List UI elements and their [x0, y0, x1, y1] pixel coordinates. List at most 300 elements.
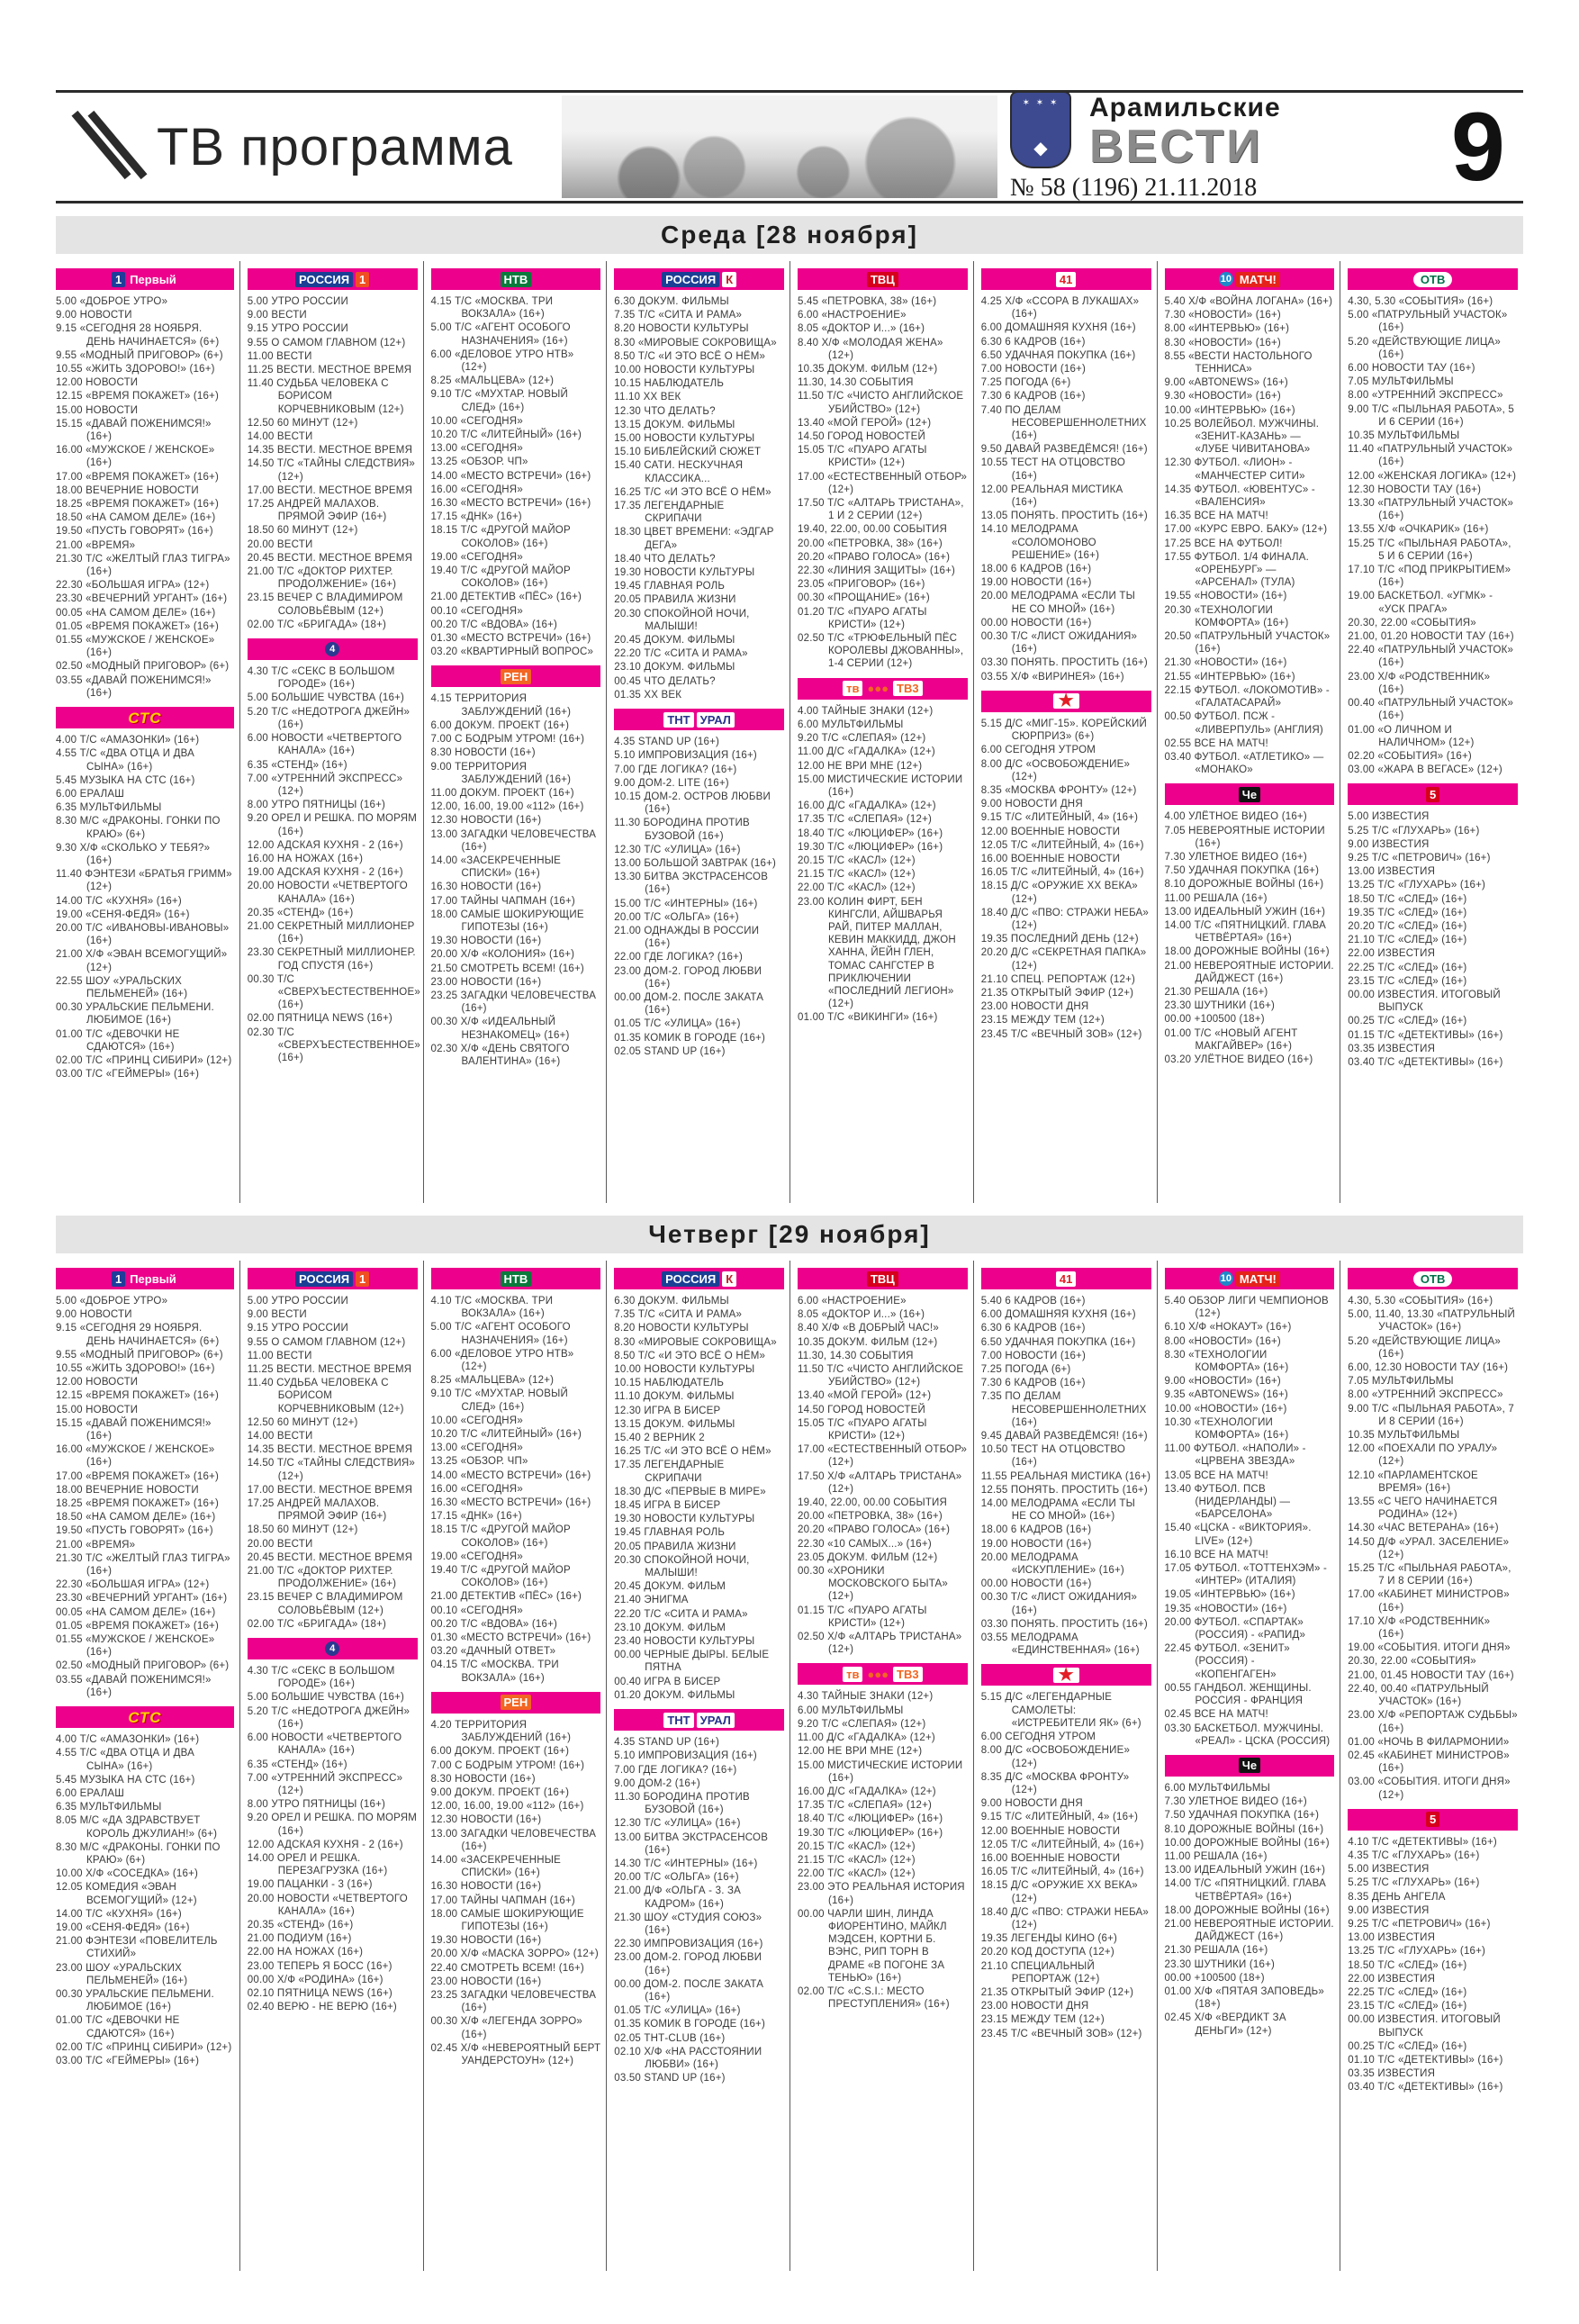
- program-line: 15.40 САТИ. НЕСКУЧНАЯ КЛАССИКА...: [614, 460, 744, 484]
- channel-header: [56, 268, 234, 290]
- program-line: 8.35 «МОСКВА ФРОНТУ» (12+): [980, 784, 1137, 796]
- program-line: 02.05 STAND UP (16+): [614, 1045, 726, 1057]
- тнт-урал-logo-icon: УРАЛ: [697, 712, 735, 728]
- program-line: 22.00 ИЗВЕСТИЯ: [1348, 1973, 1436, 1985]
- program-line: 12.00 НОВОСТИ: [56, 377, 139, 389]
- program-line: 12.30 ЧТО ДЕЛАТЬ?: [614, 405, 716, 417]
- program-line: 22.30 ИМПРОВИЗАЦИЯ (16+): [614, 1939, 763, 1950]
- program-line: 19.30 НОВОСТИ (16+): [430, 1935, 542, 1947]
- program-line: 17.15 «ДНК» (16+): [430, 1511, 522, 1523]
- program-line: 5.00 БОЛЬШИЕ ЧУВСТВА (16+): [247, 692, 405, 704]
- program-line: 14.50 Т/С «ТАЙНЫ СЛЕДСТВИЯ» (12+): [247, 458, 416, 483]
- program-line: 13.25 Т/С «ГЛУХАРЬ» (16+): [1348, 1946, 1486, 1958]
- program-line: 19.40 Т/С «ДРУГОЙ МАЙОР СОКОЛОВ» (16+): [430, 565, 571, 590]
- program-line: 10.30 «ТЕХНОЛОГИИ КОМФОРТА» (16+): [1164, 1416, 1289, 1442]
- program-line: 12.30 НОВОСТИ ТАУ (16+): [1348, 484, 1482, 495]
- program-line: 5.20 «ДЕЙСТВУЮЩИЕ ЛИЦА» (16+): [1348, 1335, 1502, 1360]
- program-line: 4.10 Т/С «МОСКВА. ТРИ ВОКЗАЛА» (16+): [430, 1296, 554, 1320]
- program-line: 18.45 ИГРА В БИСЕР: [614, 1500, 721, 1512]
- отв-logo-icon: ОТВ: [1413, 1271, 1452, 1287]
- program-line: 5.45 МУЗЫКА НА СТС (16+): [56, 774, 195, 786]
- program-line: 4.55 Т/С «ДВА ОТЦА И ДВА СЫНА» (16+): [56, 748, 194, 773]
- program-line: 5.40 ОБЗОР ЛИГИ ЧЕМПИОНОВ (12+): [1164, 1296, 1329, 1320]
- program-line: 19.35 ЛЕГЕНДЫ КИНО (6+): [980, 1933, 1118, 1945]
- program-line: 5.00 Т/С «АГЕНТ ОСОБОГО НАЗНАЧЕНИЯ» (16+): [430, 322, 571, 347]
- program-line: 15.40 «ЦСКА - «ВИКТОРИЯ». LIVE» (12+): [1164, 1523, 1312, 1547]
- program-line: 21.30 РЕШАЛА (16+): [1164, 986, 1268, 998]
- program-line: 19.35 Т/С «СЛЕД» (16+): [1348, 907, 1467, 918]
- program-line: 11.25 ВЕСТИ. МЕСТНОЕ ВРЕМЯ: [247, 1364, 412, 1376]
- masthead-photo: [562, 95, 997, 198]
- program-line: 23.15 ВЕЧЕР С ВЛАДИМИРОМ СОЛОВЬЁВЫМ (12+): [247, 592, 403, 617]
- program-line: 7.00 НОВОСТИ (16+): [980, 364, 1086, 375]
- program-line: 19.30 Т/С «ЛЮЦИФЕР» (16+): [798, 1827, 943, 1839]
- program-line: 23.00 Х/Ф «РЕПОРТАЖ СУДЬБЫ» (16+): [1348, 1710, 1518, 1734]
- program-line: 8.30 М/С «ДРАКОНЫ. ГОНКИ ПО КРАЮ» (6+): [56, 1841, 221, 1866]
- program-line: 20.00 НОВОСТИ «ЧЕТВЕРТОГО КАНАЛА» (16+): [247, 881, 408, 905]
- program-line: 16.30 НОВОСТИ (16+): [430, 1881, 542, 1893]
- program-line: 22.00 Т/С «КАСЛ» (12+): [798, 1868, 916, 1880]
- матч--logo-icon: 10: [1219, 272, 1233, 286]
- program-line: 23.30 ШУТНИКИ (16+): [1164, 1000, 1276, 1012]
- program-line: 5.40 6 КАДРОВ (16+): [980, 1296, 1086, 1307]
- program-line: 14.35 ВЕСТИ. МЕСТНОЕ ВРЕМЯ: [247, 1444, 413, 1456]
- program-line: 03.00 «ЖАРА В ВЕГАСЕ» (12+): [1348, 764, 1502, 776]
- program-line: 17.00 ТАЙНЫ ЧАПМАН (16+): [430, 895, 575, 907]
- day-title: Среда [28 ноября]: [56, 216, 1523, 254]
- program-line: 19.05 «ИНТЕРВЬЮ» (16+): [1164, 1589, 1295, 1601]
- program-line: 15.00 Т/С «ИНТЕРНЫ» (16+): [614, 898, 758, 909]
- program-line: 23.00 НОВОСТИ (16+): [430, 976, 542, 988]
- program-line: 8.00 «УТРЕННИЙ ЭКСПРЕСС»: [1348, 390, 1503, 402]
- program-line: 10.55 «ЖИТЬ ЗДОРОВО!» (16+): [56, 1363, 215, 1375]
- program-line: 7.05 МУЛЬТФИЛЬМЫ: [1348, 1376, 1454, 1388]
- program-line: 16.00 НА НОЖАХ (16+): [247, 853, 364, 864]
- program-line: 9.00 НОВОСТИ: [56, 1309, 132, 1321]
- program-line: 03.55 МЕЛОДРАМА «ЕДИНСТВЕННАЯ» (16+): [980, 1632, 1140, 1657]
- program-line: 00.10 «СЕГОДНЯ»: [430, 1605, 523, 1616]
- program-line: 4.55 Т/С «ДВА ОТЦА И ДВА СЫНА» (16+): [56, 1748, 194, 1772]
- program-line: 00.30 Т/С «СВЕРХЪЕСТЕСТВЕННОЕ» (16+): [247, 973, 420, 1011]
- program-line: 10.15 ДОМ-2. ОСТРОВ ЛЮБВИ (16+): [614, 791, 771, 816]
- program-line: 19.50 «ПУСТЬ ГОВОРЯТ» (16+): [56, 526, 213, 538]
- channel-header: [56, 1706, 234, 1728]
- program-line: 20.00 «ПЕТРОВКА, 38» (16+): [798, 538, 943, 549]
- program-line: 01.05 «ВРЕМЯ ПОКАЖЕТ» (16+): [56, 1620, 220, 1632]
- program-line: 03.40 Т/С «ДЕТЕКТИВЫ» (16+): [1348, 1056, 1503, 1068]
- program-line: 11.00 Д/С «ГАДАЛКА» (12+): [798, 746, 935, 758]
- program-line: 14.00 «МЕСТО ВСТРЕЧИ» (16+): [430, 470, 591, 482]
- program-line: 00.05 «НА САМОМ ДЕЛЕ» (16+): [56, 607, 216, 619]
- 5-канал-logo-icon: 5: [1426, 787, 1439, 802]
- pencil-icon: [81, 109, 139, 185]
- program-line: 18.00 6 КАДРОВ (16+): [980, 1524, 1092, 1536]
- твц-logo-icon: ТВЦ: [867, 1271, 898, 1287]
- program-line: 9.15 «СЕГОДНЯ 29 НОЯБРЯ. ДЕНЬ НАЧИНАЕТСЯ» (6+): [56, 1323, 220, 1347]
- program-line: 16.30 «МЕСТО ВСТРЕЧИ» (16+): [430, 1497, 591, 1509]
- program-line: 00.00 ЧАРЛИ ШИН, ЛИНДА ФИОРЕНТИНО, МАЙКЛ МЭДСЕН, КОРТНИ Б. ВЭНС, РИП ТОРН В ДРАМЕ «В ПОГОНЕ ЗА ТЕНЬЮ» (16+): [798, 1908, 947, 1984]
- program-line: 7.00 С БОДРЫМ УТРОМ! (16+): [430, 734, 585, 746]
- program-line: 9.15 Т/С «ЛИТЕЙНЫЙ, 4» (16+): [980, 1812, 1139, 1823]
- тв3-logo-icon: ТВ3: [893, 1667, 923, 1682]
- program-line: 20.00 ВЕСТИ: [247, 1538, 313, 1550]
- channel-column: [973, 1261, 1157, 2271]
- program-line: 23.00 ТЕПЕРЬ Я БОСС (16+): [247, 1960, 392, 1972]
- program-line: 5.45 МУЗЫКА НА СТС (16+): [56, 1774, 195, 1786]
- program-line: 23.45 Т/С «ВЕЧНЫЙ ЗОВ» (12+): [980, 1028, 1142, 1040]
- program-line: 03.35 ИЗВЕСТИЯ: [1348, 2068, 1436, 2080]
- program-line: 21.40 ЭНИГМА: [614, 1595, 689, 1606]
- program-line: 9.15 «СЕГОДНЯ 28 НОЯБРЯ. ДЕНЬ НАЧИНАЕТСЯ» (6+): [56, 323, 220, 348]
- program-line: 02.45 Х/Ф «НЕВЕРОЯТНЫЙ БЕРТ УАНДЕРСТОУН» (12+): [430, 2042, 601, 2066]
- day-section: [0, 216, 1579, 1203]
- channel-column: [423, 1261, 607, 2271]
- program-line: 01.00 «НОЧЬ В ФИЛАРМОНИИ»: [1348, 1736, 1510, 1748]
- channel-header: [1165, 1755, 1335, 1777]
- program-line: 5.25 Т/С «ГЛУХАРЬ» (16+): [1348, 1877, 1480, 1889]
- program-line: 9.55 «МОДНЫЙ ПРИГОВОР» (6+): [56, 349, 223, 361]
- program-line: 12.00 АДСКАЯ КУХНЯ - 2 (16+): [247, 1839, 403, 1850]
- program-line: 23.25 ЗАГАДКИ ЧЕЛОВЕЧЕСТВА (16+): [430, 990, 597, 1015]
- program-line: 21.00 ДЕТЕКТИВ «ПЁС» (16+): [430, 592, 582, 603]
- program-line: 03.55 «ДАВАЙ ПОЖЕНИМСЯ!» (16+): [56, 674, 212, 699]
- channel-header: [1348, 1268, 1518, 1289]
- program-line: 02.50 Т/С «ТРЮФЕЛЬНЫЙ ПЁС КОРОЛЕВЫ ДЖОВАННЫ», 1-4 СЕРИИ (12+): [798, 633, 964, 670]
- program-line: 14.35 ВЕСТИ. МЕСТНОЕ ВРЕМЯ: [247, 445, 413, 457]
- program-line: 15.25 Т/С «ПЫЛЬНАЯ РАБОТА», 7 И 8 СЕРИИ (16+): [1348, 1563, 1511, 1587]
- program-line: 01.05 Т/С «УЛИЦА» (16+): [614, 1018, 741, 1030]
- program-line: 03.55 Х/Ф «ВИРИНЕЯ» (16+): [980, 671, 1124, 683]
- program-line: 18.30 ЦВЕТ ВРЕМЕНИ: «ЭДГАР ДЕГА»: [614, 527, 774, 551]
- channel-column: [606, 261, 790, 1203]
- program-line: 10.35 МУЛЬТФИЛЬМЫ: [1348, 1430, 1460, 1442]
- program-line: 23.30 ШУТНИКИ (16+): [1164, 1958, 1276, 1970]
- program-line: 01.15 Т/С «ДЕТЕКТИВЫ» (16+): [1348, 1029, 1503, 1041]
- program-line: 23.05 «ПРИГОВОР» (16+): [798, 579, 925, 591]
- program-line: 13.55 Х/Ф «ОЧКАРИК» (16+): [1348, 524, 1489, 536]
- day-section: [0, 1216, 1579, 2271]
- program-line: 18.25 «ВРЕМЯ ПОКАЖЕТ» (16+): [56, 499, 220, 511]
- program-line: 13.40 «МОЙ ГЕРОЙ» (12+): [798, 1390, 932, 1402]
- program-line: 6.00 ДОКУМ. ПРОЕКТ (16+): [430, 719, 570, 731]
- day-title: Четверг [29 ноября]: [56, 1216, 1523, 1253]
- program-line: 17.00 ВЕСТИ. МЕСТНОЕ ВРЕМЯ: [247, 1484, 413, 1496]
- program-line: 11.10 ДОКУМ. ФИЛЬМЫ: [614, 1391, 735, 1403]
- program-line: 11.30 БОРОДИНА ПРОТИВ БУЗОВОЙ (16+): [614, 1791, 750, 1816]
- program-line: 6.00 НОВОСТИ «ЧЕТВЕРТОГО КАНАЛА» (16+): [247, 1732, 402, 1757]
- program-line: 16.05 Т/С «ЛИТЕЙНЫЙ, 4» (16+): [980, 867, 1144, 879]
- program-line: 00.30 Х/Ф «ИДЕАЛЬНЫЙ НЕЗНАКОМЕЦ» (16+): [430, 1017, 570, 1041]
- program-line: 16.00 «МУЖСКОЕ / ЖЕНСКОЕ» (16+): [56, 1444, 215, 1469]
- program-line: 16.25 Т/С «И ЭТО ВСЁ О НЁМ»: [614, 1446, 771, 1458]
- program-line: 8.35 ДЕНЬ АНГЕЛА: [1348, 1891, 1446, 1903]
- channel-column: [790, 1261, 973, 2271]
- program-line: 11.00 Д/С «ГАДАЛКА» (12+): [798, 1732, 935, 1744]
- program-line: 21.35 ОТКРЫТЫЙ ЭФИР (12+): [980, 987, 1134, 999]
- program-line: 7.30 6 КАДРОВ (16+): [980, 1378, 1086, 1389]
- program-line: 14.00 «ЗАСЕКРЕЧЕННЫЕ СПИСКИ» (16+): [430, 1854, 562, 1879]
- channel-column: [56, 261, 239, 1203]
- program-line: 03.00 Т/С «ГЕЙМЕРЫ» (16+): [56, 2055, 200, 2066]
- россия-1-logo-icon: 1: [356, 1271, 369, 1287]
- program-line: 18.15 Т/С «ДРУГОЙ МАЙОР СОКОЛОВ» (16+): [430, 1524, 571, 1549]
- program-line: 17.50 Х/Ф «АЛТАРЬ ТРИСТАНА» (12+): [798, 1470, 962, 1495]
- program-line: 17.00 «ЕСТЕСТВЕННЫЙ ОТБОР» (12+): [798, 471, 968, 495]
- program-line: 11.10 ХХ ВЕК: [614, 392, 681, 403]
- channel-header: [798, 1663, 968, 1685]
- program-line: 5.10 ИМПРОВИЗАЦИЯ (16+): [614, 1750, 757, 1762]
- program-line: 02.10 ПЯТНИЦА NEWS (16+): [247, 1987, 392, 1999]
- program-line: 12.50 60 МИНУТ (12+): [247, 1416, 358, 1428]
- program-line: 19.00 АДСКАЯ КУХНЯ - 2 (16+): [247, 867, 403, 879]
- 41-домашний-logo-icon: 41: [1056, 1271, 1076, 1287]
- program-line: 04.15 Т/С «МОСКВА. ТРИ ВОКЗАЛА» (16+): [430, 1659, 559, 1684]
- channel-column: [1340, 1261, 1523, 2271]
- program-line: 18.00 САМЫЕ ШОКИРУЮЩИЕ ГИПОТЕЗЫ (16+): [430, 909, 584, 933]
- нтв-logo-icon: НТВ: [501, 1271, 532, 1287]
- program-line: 9.55 «МОДНЫЙ ПРИГОВОР» (6+): [56, 1349, 223, 1361]
- program-line: 12.05 Т/С «ЛИТЕЙНЫЙ, 4» (16+): [980, 1839, 1144, 1850]
- program-line: 02.20 «СОБЫТИЯ» (16+): [1348, 750, 1472, 762]
- program-line: 15.05 Т/С «ПУАРО АГАТЫ КРИСТИ» (12+): [798, 1417, 927, 1442]
- program-line: 9.20 Т/С «СЛЕПАЯ» (12+): [798, 1718, 926, 1730]
- program-line: 8.05 «ДОКТОР И...» (16+): [798, 1309, 925, 1321]
- тв3-logo-icon: ●●●: [867, 1667, 889, 1681]
- program-line: 20.00 «ПЕТРОВКА, 38» (16+): [798, 1511, 943, 1523]
- че-logo-icon: Че: [1239, 1758, 1260, 1773]
- program-line: 01.00 «О ЛИЧНОМ И НАЛИЧНОМ» (12+): [1348, 724, 1475, 748]
- program-line: 22.25 Т/С «СЛЕД» (16+): [1348, 962, 1467, 973]
- program-line: 16.10 ВСЕ НА МАТЧ!: [1164, 1549, 1268, 1560]
- program-line: 13.05 ПОНЯТЬ. ПРОСТИТЬ (16+): [980, 511, 1148, 522]
- program-line: 10.00 «ИНТЕРВЬЮ» (16+): [1164, 404, 1295, 416]
- program-line: 21.10 Т/С «СЛЕД» (16+): [1348, 935, 1467, 946]
- program-line: 5.20 «ДЕЙСТВУЮЩИЕ ЛИЦА» (16+): [1348, 336, 1502, 360]
- program-line: 01.55 «МУЖСКОЕ / ЖЕНСКОЕ» (16+): [56, 1634, 215, 1659]
- program-line: 21.00 Д/Ф «ОЛЬГА - 3. ЗА КАДРОМ» (16+): [614, 1885, 742, 1910]
- program-line: 12.30 Т/С «УЛИЦА» (16+): [614, 1818, 741, 1830]
- program-line: 22.15 ФУТБОЛ. «ЛОКОМОТИВ» - «ГАЛАТАСАРАЙ»: [1164, 684, 1330, 710]
- program-line: 10.00 «СЕГОДНЯ»: [430, 415, 523, 427]
- program-line: 5.00 ИЗВЕСТИЯ: [1348, 1864, 1430, 1876]
- program-line: 00.00 ИЗВЕСТИЯ. ИТОГОВЫЙ ВЫПУСК: [1348, 2014, 1501, 2039]
- program-line: 17.50 Т/С «АЛТАРЬ ТРИСТАНА», 1 И 2 СЕРИИ (12+): [798, 498, 964, 522]
- program-line: 9.00 НОВОСТИ: [56, 310, 132, 321]
- program-line: 14.50 ГОРОД НОВОСТЕЙ: [798, 431, 925, 443]
- program-line: 17.25 АНДРЕЙ МАЛАХОВ. ПРЯМОЙ ЭФИР (16+): [247, 1498, 387, 1523]
- тв3-logo-icon: ТВ3: [893, 681, 923, 696]
- program-line: 21.00 Т/С «ДОКТОР РИХТЕР. ПРОДОЛЖЕНИЕ» (16+): [247, 566, 397, 591]
- program-line: 11.40 ФЭНТЕЗИ «БРАТЬЯ ГРИММ» (12+): [56, 869, 232, 893]
- channel-header: [1165, 783, 1335, 805]
- program-line: 9.00 ВЕСТИ: [247, 1309, 307, 1321]
- program-line: 5.20 Т/С «НЕДОТРОГА ДЖЕЙН» (16+): [247, 1705, 411, 1730]
- program-line: 20.45 ВЕСТИ. МЕСТНОЕ ВРЕМЯ: [247, 1551, 413, 1563]
- program-line: 02.05 ТНТ-CLUB (16+): [614, 2032, 726, 2044]
- newspaper-brand: [1010, 91, 1370, 203]
- program-line: 6.10 Х/Ф «НОКАУТ» (16+): [1164, 1322, 1292, 1334]
- program-line: 12.15 «ВРЕМЯ ПОКАЖЕТ» (16+): [56, 1390, 220, 1402]
- program-line: 03.30 БАСКЕТБОЛ. МУЖЧИНЫ. «РЕАЛ» - ЦСКА (РОССИЯ): [1164, 1723, 1331, 1747]
- program-line: 20.00 Т/С «ОЛЬГА» (16+): [614, 1872, 739, 1884]
- program-line: 12.05 Т/С «ЛИТЕЙНЫЙ, 4» (16+): [980, 839, 1144, 851]
- program-line: 9.55 О САМОМ ГЛАВНОМ (12+): [247, 337, 406, 348]
- channel-header: [614, 268, 784, 290]
- program-line: 20.00 Т/С «ИВАНОВЫ-ИВАНОВЫ» (16+): [56, 922, 230, 947]
- program-line: 22.00 ГДЕ ЛОГИКА? (16+): [614, 952, 744, 963]
- program-line: 16.00 ВОЕННЫЕ НОВОСТИ: [980, 1852, 1121, 1864]
- тнт-урал-logo-icon: УРАЛ: [697, 1713, 735, 1728]
- program-line: 21.30 «НОВОСТИ» (16+): [1164, 657, 1287, 669]
- program-line: 02.45 ВСЕ НА МАТЧ!: [1164, 1709, 1268, 1721]
- первый-logo-icon: Первый: [130, 1271, 176, 1286]
- program-line: 8.30 М/С «ДРАКОНЫ. ГОНКИ ПО КРАЮ» (6+): [56, 816, 221, 840]
- program-line: 12.00 РЕАЛЬНАЯ МИСТИКА (16+): [980, 484, 1123, 509]
- program-line: 17.35 Т/С «СЛЕПАЯ» (12+): [798, 1800, 933, 1812]
- program-line: 18.40 Т/С «ЛЮЦИФЕР» (16+): [798, 827, 943, 839]
- program-line: 01.30 «МЕСТО ВСТРЕЧИ» (16+): [430, 633, 591, 645]
- program-line: 22.40, 00.40 «ПАТРУЛЬНЫЙ УЧАСТОК» (16+): [1348, 1683, 1489, 1708]
- program-line: 23.05 ДОКУМ. ФИЛЬМ (12+): [798, 1551, 938, 1563]
- program-line: 13.40 «МОЙ ГЕРОЙ» (12+): [798, 417, 932, 429]
- program-line: 7.35 Т/С «СИТА И РАМА»: [614, 1309, 743, 1321]
- program-line: 19.35 ПОСЛЕДНИЙ ДЕНЬ (12+): [980, 934, 1139, 945]
- program-line: 11.50 Т/С «ЧИСТО АНГЛИЙСКОЕ УБИЙСТВО» (12+): [798, 1364, 964, 1388]
- program-line: 02.45 Х/Ф «ВЕРДИКТ ЗА ДЕНЬГИ» (12+): [1164, 2012, 1286, 2037]
- program-line: 00.30 Т/С «ЛИСТ ОЖИДАНИЯ» (16+): [980, 631, 1138, 656]
- channel-header: [248, 1268, 418, 1289]
- program-line: 18.25 «ВРЕМЯ ПОКАЖЕТ» (16+): [56, 1498, 220, 1510]
- program-line: 14.50 Д/Ф «УРАЛ. ЗАСЕЛЕНИЕ» (12+): [1348, 1536, 1510, 1560]
- program-line: 6.00 ДОМАШНЯЯ КУХНЯ (16+): [980, 322, 1136, 334]
- program-line: 12.55 ПОНЯТЬ. ПРОСТИТЬ (16+): [980, 1484, 1148, 1496]
- program-line: 20.00 МЕЛОДРАМА «ЕСЛИ ТЫ НЕ СО МНОЙ» (16+): [980, 591, 1136, 615]
- program-line: 20.05 ПРАВИЛА ЖИЗНИ: [614, 594, 736, 606]
- program-line: 21.55 «ИНТЕРВЬЮ» (16+): [1164, 671, 1295, 683]
- program-line: 6.30 6 КАДРОВ (16+): [980, 336, 1086, 348]
- channel-column: [1157, 261, 1340, 1203]
- program-line: 18.15 Т/С «ДРУГОЙ МАЙОР СОКОЛОВ» (16+): [430, 525, 571, 549]
- program-line: 8.40 Х/Ф «МОЛОДАЯ ЖЕНА» (12+): [798, 337, 943, 361]
- program-line: 03.20 «КВАРТИРНЫЙ ВОПРОС»: [430, 647, 594, 658]
- program-line: 13.00 ИДЕАЛЬНЫЙ УЖИН (16+): [1164, 1865, 1326, 1876]
- program-line: 01.00 Т/С «НОВЫЙ АГЕНТ МАКГАЙВЕР» (16+): [1164, 1027, 1298, 1052]
- program-line: 16.00 Д/С «ГАДАЛКА» (12+): [798, 800, 936, 812]
- нтв-logo-icon: НТВ: [501, 272, 532, 287]
- program-line: 16.35 ВСЕ НА МАТЧ!: [1164, 511, 1268, 522]
- program-line: 6.30 6 КАДРОВ (16+): [980, 1323, 1086, 1334]
- program-line: 11.00 РЕШАЛА (16+): [1164, 1850, 1268, 1862]
- program-line: 9.00 НОВОСТИ ДНЯ: [980, 799, 1083, 810]
- твц-logo-icon: ТВЦ: [867, 272, 898, 287]
- channel-header: [981, 268, 1151, 290]
- program-line: 10.00 ДОРОЖНЫЕ ВОЙНЫ (16+): [1164, 1837, 1330, 1849]
- program-line: 13.25 «ОБЗОР. ЧП»: [430, 1456, 528, 1468]
- program-line: 9.00 «АВТОNEWS» (16+): [1164, 377, 1288, 389]
- program-line: 13.30 «ПАТРУЛЬНЫЙ УЧАСТОК» (16+): [1348, 498, 1514, 522]
- россия-1-logo-icon: РОССИЯ: [295, 1271, 353, 1287]
- program-line: 13.55 «С ЧЕГО НАЧИНАЕТСЯ РОДИНА» (12+): [1348, 1497, 1498, 1521]
- program-line: 6.00 «ДЕЛОВОЕ УТРО НТВ» (12+): [430, 348, 574, 374]
- program-line: 18.00 ВЕЧЕРНИЕ НОВОСТИ: [56, 484, 199, 496]
- program-line: 10.50 ТЕСТ НА ОТЦОВСТВО (16+): [980, 1444, 1125, 1469]
- program-line: 11.40 СУДЬБА ЧЕЛОВЕКА С БОРИСОМ КОРЧЕВНИКОВЫМ (12+): [247, 1378, 404, 1415]
- program-line: 20.30 СПОКОЙНОЙ НОЧИ, МАЛЫШИ!: [614, 1554, 750, 1579]
- program-line: 18.00 6 КАДРОВ (16+): [980, 564, 1092, 575]
- program-line: 5.00 «ДОБРОЕ УТРО»: [56, 1296, 168, 1307]
- program-line: 10.00 Х/Ф «СОСЕДКА» (16+): [56, 1868, 199, 1880]
- program-line: 21.15 Т/С «КАСЛ» (12+): [798, 869, 916, 881]
- program-line: 8.00 «ИНТЕРВЬЮ» (16+): [1164, 323, 1290, 335]
- program-line: 12.00 «ПОЕХАЛИ ПО УРАЛУ» (12+): [1348, 1443, 1498, 1468]
- program-line: 19.30 НОВОСТИ КУЛЬТУРЫ: [614, 567, 755, 579]
- program-line: 9.15 Т/С «ЛИТЕЙНЫЙ, 4» (16+): [980, 812, 1139, 824]
- program-line: 23.30 «ВЕЧЕРНИЙ УРГАНТ» (16+): [56, 593, 228, 605]
- program-line: 20.00 Т/С «ОЛЬГА» (16+): [614, 911, 739, 923]
- channel-header: [1165, 268, 1335, 290]
- program-line: 00.00 ДОМ-2. ПОСЛЕ ЗАКАТА (16+): [614, 991, 764, 1017]
- program-line: 6.35 «СТЕНД» (16+): [247, 759, 347, 771]
- program-line: 19.00 «СОБЫТИЯ. ИТОГИ ДНЯ»: [1348, 1642, 1511, 1654]
- program-line: 13.00 «СЕГОДНЯ»: [430, 443, 523, 455]
- program-line: 15.15 «ДАВАЙ ПОЖЕНИМСЯ!» (16+): [56, 418, 212, 443]
- program-line: 6.50 УДАЧНАЯ ПОКУПКА (16+): [980, 1336, 1136, 1348]
- program-line: 8.50 Т/С «И ЭТО ВСЁ О НЁМ»: [614, 1350, 766, 1361]
- звезда-logo-icon: ★: [1053, 693, 1079, 709]
- program-line: 20.30 СПОКОЙНОЙ НОЧИ, МАЛЫШИ!: [614, 608, 750, 632]
- program-line: 03.55 «ДАВАЙ ПОЖЕНИМСЯ!» (16+): [56, 1674, 212, 1698]
- program-line: 16.00 «СЕГОДНЯ»: [430, 1483, 523, 1495]
- channel-column: [606, 1261, 790, 2271]
- program-line: 10.00 «СЕГОДНЯ»: [430, 1415, 523, 1426]
- program-line: 17.00 «ВРЕМЯ ПОКАЖЕТ» (16+): [56, 1470, 220, 1482]
- program-line: 02.50 «МОДНЫЙ ПРИГОВОР» (6+): [56, 1660, 230, 1672]
- program-line: 13.15 ДОКУМ. ФИЛЬМЫ: [614, 419, 735, 430]
- program-line: 7.00 НОВОСТИ (16+): [980, 1350, 1086, 1361]
- program-line: 10.00 НОВОСТИ КУЛЬТУРЫ: [614, 1364, 755, 1376]
- channel-header: [1348, 1809, 1518, 1831]
- program-line: 02.50 Х/Ф «АЛТАРЬ ТРИСТАНА» (12+): [798, 1632, 962, 1656]
- program-line: 20.45 ДОКУМ. ФИЛЬМ: [614, 1581, 726, 1593]
- program-line: 21.00 Х/Ф «ЭВАН ВСЕМОГУЩИЙ» (12+): [56, 949, 228, 973]
- program-line: 14.50 ГОРОД НОВОСТЕЙ: [798, 1404, 925, 1415]
- program-line: 10.15 НАБЛЮДАТЕЛЬ: [614, 378, 725, 390]
- program-line: 7.05 НЕВЕРОЯТНЫЕ ИСТОРИИ (16+): [1164, 825, 1325, 849]
- channel-column: [239, 261, 423, 1203]
- program-line: 8.25 «МАЛЬЦЕВА» (12+): [430, 1375, 555, 1387]
- program-line: 6.00 «НАСТРОЕНИЕ»: [798, 310, 907, 321]
- program-line: 00.50 ФУТБОЛ. ПСЖ - «ЛИВЕРПУЛЬ» (АНГЛИЯ): [1164, 711, 1323, 736]
- program-line: 9.00 ИЗВЕСТИЯ: [1348, 1904, 1430, 1916]
- program-line: 23.00 НОВОСТИ ДНЯ: [980, 1001, 1089, 1013]
- program-line: 12.10 «ПАРЛАМЕНТСКОЕ ВРЕМЯ» (16+): [1348, 1469, 1478, 1494]
- program-line: 9.00 ДОМ-2 (16+): [614, 1777, 700, 1789]
- program-line: 03.50 STAND UP (16+): [614, 2073, 726, 2084]
- program-line: 21.50 СМОТРЕТЬ ВСЕМ! (16+): [430, 963, 584, 974]
- россия-к-logo-icon: К: [722, 1271, 736, 1287]
- program-line: 12.30 НОВОСТИ (16+): [430, 1814, 542, 1826]
- program-line: 6.35 МУЛЬТФИЛЬМЫ: [56, 802, 162, 814]
- channel-header: [431, 1692, 601, 1714]
- program-line: 22.30 «ЛИНИЯ ЗАЩИТЫ» (16+): [798, 565, 956, 577]
- program-line: 00.00 +100500 (18+): [1164, 1972, 1265, 1984]
- program-line: 14.00 «МЕСТО ВСТРЕЧИ» (16+): [430, 1469, 591, 1481]
- program-line: 8.10 ДОРОЖНЫЕ ВОЙНЫ (16+): [1164, 1823, 1324, 1835]
- program-line: 9.15 УТРО РОССИИ: [247, 1323, 348, 1334]
- channel-header: [1165, 1268, 1335, 1289]
- program-line: 14.30 «ЧАС ВЕТЕРАНА» (16+): [1348, 1523, 1499, 1534]
- program-line: 03.40 Т/С «ДЕТЕКТИВЫ» (16+): [1348, 2082, 1503, 2093]
